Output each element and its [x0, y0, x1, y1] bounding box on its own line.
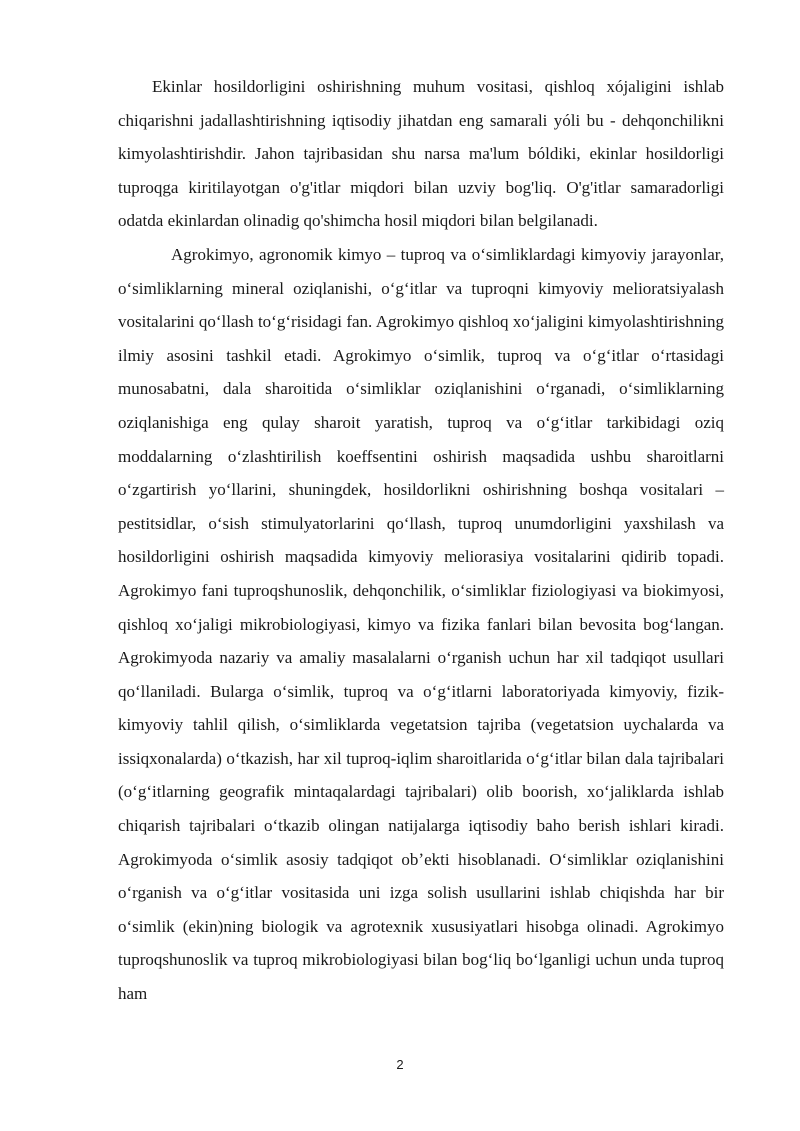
paragraph-agrokimyo: Agrokimyo, agronomik kimyo – tuproq va oʻsimliklardagi kimyoviy jarayonlar, oʻsimliklarning mineral oziqlanishi, oʻgʻitlar va tuproqni kimyoviy melioratsiyalash vositalarini qoʻllash toʻgʻrisidagi fan. Agrokimyo qishloq xoʻjaligini kimyolashtirishning ilmiy asosini tashkil etadi. Agrokimyo oʻsimlik, tuproq va oʻgʻitlar oʻrtasidagi munosabatni, dala sharoitida oʻsimliklar oziqlanishini oʻrganadi, oʻsimliklarning oziqlanishiga eng qulay sharoit yaratish, tuproq va oʻgʻitlar tarkibidagi oziq moddalarning oʻzlashtirilish koeffsentini oshirish maqsadida ushbu sharoitlarni oʻzgartirish yoʻllarini, shuningdek, hosildorlikni oshirishning boshqa vositalari – pestitsidlar, oʻsish stimulyatorlarini qoʻllash, tuproq unumdorligini yaxshilash va hosildorligini oshirish maqsadida kimyoviy meliorasiya vositalarini qidirib topadi. Agrokimyo fani tuproqshunoslik, dehqonchilik, oʻsimliklar fiziologiyasi va biokimyosi, qishloq xoʻjaligi mikrobiologiyasi, kimyo va fizika fanlari bilan bevosita bogʻlangan. Agrokimyoda nazariy va amaliy masalalarni oʻrganish uchun har xil tadqiqot usullari qoʻllaniladi. Bularga oʻsimlik, tuproq va oʻgʻitlarni laboratoriyada kimyoviy, fizik-kimyoviy tahlil qilish, oʻsimliklarda vegetatsion tajriba (vegetatsion uychalarda va issiqxonalarda) oʻtkazish, har xil tuproq-iqlim sharoitlarida oʻgʻitlar bilan dala tajribalari (oʻgʻitlarning geografik mintaqalardagi tajribalari) olib boorish, xoʻjaliklarda ishlab chiqarish tajribalari oʻtkazib olingan natijalarga iqtisodiy baho berish ishlari kiradi. Agrokimyoda oʻsimlik asosiy tadqiqot obʼekti hisoblanadi. Oʻsimliklar oziqlanishini oʻrganish va oʻgʻitlar vositasida uni izga solish usullarini ishlab chiqishda har bir oʻsimlik (ekin)ning biologik va agrotexnik xususiyatlari hisobga olinadi. Agrokimyo tuproqshunoslik va tuproq mikrobiologiyasi bilan bogʻliq boʻlganligi uchun unda tuproq ham: [118, 244, 724, 1004]
paragraph-intro: Ekinlar hosildorligini oshirishning muhum vositasi, qishloq xójaligini ishlab chiqarishni jadallashtirishning iqtisodiy jihatdan eng samarali yóli bu - dehqonchilikni kimyolashtirishdir. Jahon tajribasidan shu narsa ma'lum bóldiki, ekinlar hosildorligi tuproqga kiritilayotgan o'g'itlar miqdori bilan uzviy bog'liq. O'g'itlar samaradorligi odatda ekinlardan olinadig qo'shimcha hosil miqdori bilan belgilanadi.: [118, 77, 724, 231]
page-number: 2: [396, 1057, 404, 1072]
document-body: [118, 70, 724, 1011]
